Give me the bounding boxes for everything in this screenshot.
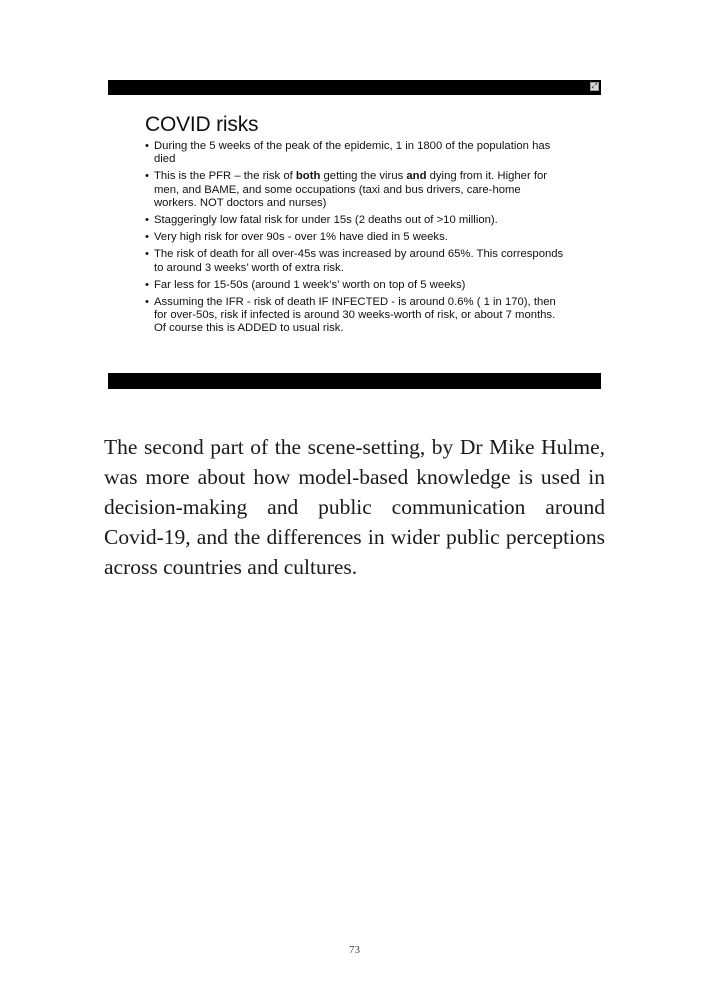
slide-bullet <box>145 170 565 210</box>
body-paragraph: The second part of the scene-setting, by Dr Mike Hulme, was more about how model-based knowledge is used in decision-making and public communication around Covid-19, and the differences in wider public perceptions across countries and cultures. <box>104 435 605 579</box>
slide-bullet <box>145 248 565 274</box>
slide-bullet-text-start: This is the PFR – the risk of <box>154 170 296 183</box>
slide-bullet <box>145 214 565 227</box>
slide-bullet-bold-both: both <box>295 170 321 183</box>
slide-bullet-text: Staggeringly low fatal risk for under 15s (2 deaths out of >10 million). <box>154 214 498 227</box>
slide-bullet <box>145 140 565 166</box>
slide-bullet <box>145 231 565 244</box>
slide-title: COVID risks <box>145 113 259 136</box>
slide-bullet-list <box>145 140 565 340</box>
slide-bullet-text: Assuming the IFR - risk of death IF INFECTED - is around 0.6% ( 1 in 170), then for over-50s, risk if infected is around 30 weeks-worth of risk, or about 7 months. Of course this is ADDED to usual risk. <box>154 296 556 335</box>
slide-bullet <box>145 296 565 336</box>
slide-bullet-text: During the 5 weeks of the peak of the epidemic, 1 in 1800 of the population has died <box>154 140 551 166</box>
slide-bullet-text: The risk of death for all over-45s was increased by around 65%. This corresponds to around 3 weeks’ worth of extra risk. <box>154 248 564 274</box>
slide-bullet-bold-and: and <box>406 170 427 183</box>
slide-bottom-bar <box>108 373 601 389</box>
slide-top-bar <box>108 80 601 95</box>
expand-icon[interactable]: ⤢ <box>591 82 598 90</box>
slide-bullet-text: Very high risk for over 90s - over 1% have died in 5 weeks. <box>154 231 448 244</box>
page-number: 73 <box>349 944 360 956</box>
slide-bullet-text: Far less for 15-50s (around 1 week’s’ worth on top of 5 weeks) <box>154 278 466 291</box>
slide-bullet-text-end: dying from it. Higher for men, and BAME, and some occupations (taxi and bus drivers, care-home workers. NOT doctors and nurses) <box>154 170 548 209</box>
slide-bullet <box>145 279 565 292</box>
slide-image <box>108 80 601 389</box>
slide-bullet-text-middle: getting the virus <box>320 170 407 183</box>
